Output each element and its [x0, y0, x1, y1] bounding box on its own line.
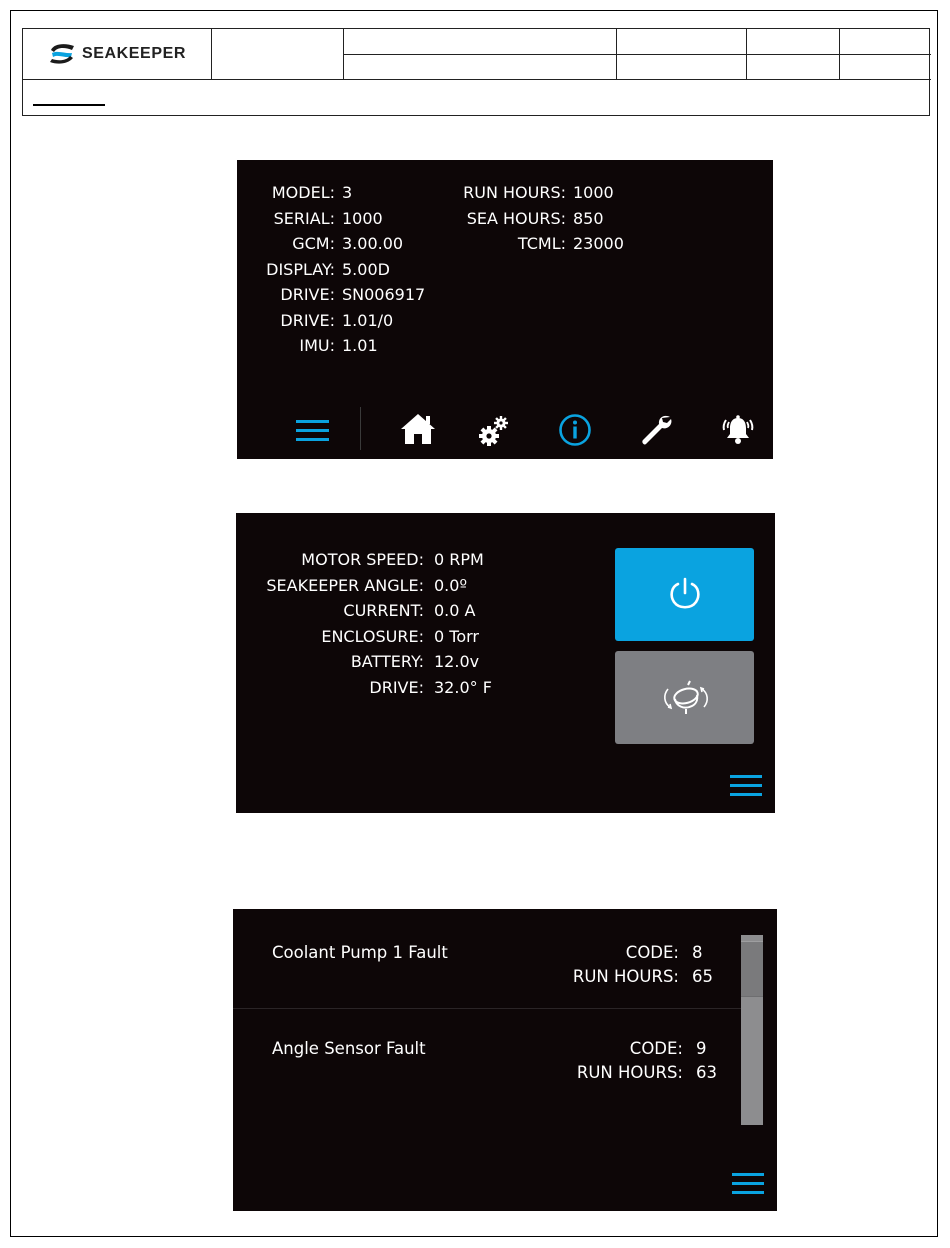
info-label: IMU: — [299, 336, 335, 355]
info-row — [257, 257, 425, 283]
info-label: DRIVE: — [280, 310, 335, 330]
info-row — [257, 308, 425, 334]
info-row — [454, 180, 624, 206]
title-underline — [33, 104, 105, 106]
info-row — [454, 206, 624, 232]
info-value: 23000 — [573, 234, 624, 253]
info-value: 3 — [342, 183, 353, 202]
info-icon[interactable] — [558, 413, 592, 447]
fault-name[interactable]: Angle Sensor Fault — [272, 1039, 426, 1058]
status-value: 0.0º — [434, 575, 467, 595]
header-cell — [617, 55, 747, 80]
fault-details — [567, 941, 713, 989]
status-label: BATTERY: — [350, 652, 424, 671]
home-screen — [236, 513, 775, 813]
menu-icon[interactable] — [732, 1172, 764, 1196]
status-value: 0 RPM — [434, 550, 484, 569]
status-column — [258, 547, 492, 700]
scrollbar-thumb[interactable] — [741, 941, 763, 997]
fault-hours-label: RUN HOURS: — [576, 1063, 683, 1082]
info-label: DRIVE: — [280, 285, 335, 304]
info-label: SERIAL: — [273, 208, 335, 228]
info-left-column — [257, 180, 425, 359]
header-cell — [344, 29, 617, 55]
alarm-screen — [233, 909, 777, 1211]
menu-icon[interactable] — [296, 418, 329, 444]
header-cell — [617, 29, 747, 55]
header-cell — [747, 29, 840, 55]
status-row — [258, 573, 492, 599]
info-value: 3.00.00 — [342, 234, 404, 253]
info-value: 1.01 — [342, 336, 378, 355]
settings-gears-icon[interactable] — [479, 415, 509, 447]
info-value: 1.01/0 — [342, 310, 394, 330]
info-value: 5.00D — [342, 259, 390, 279]
spin-up-button[interactable] — [615, 651, 754, 744]
header-cell — [840, 29, 931, 55]
power-button[interactable] — [615, 548, 754, 641]
fault-hours-label: RUN HOURS: — [572, 967, 679, 986]
fault-code-label: CODE: — [625, 943, 679, 962]
fault-hours-row — [567, 965, 713, 989]
alarm-bell-icon[interactable] — [721, 413, 755, 447]
info-row — [257, 282, 425, 308]
logo — [23, 29, 212, 80]
seakeeper-logo-icon — [48, 41, 76, 67]
fault-hours-row — [571, 1061, 717, 1085]
header-cell — [747, 55, 840, 80]
info-value: SN006917 — [342, 285, 426, 304]
fault-code-value: 8 — [692, 943, 703, 962]
status-label: DRIVE: — [369, 677, 424, 697]
status-value: 12.0v — [434, 652, 480, 671]
fault-name[interactable]: Coolant Pump 1 Fault — [272, 943, 448, 962]
info-row — [257, 180, 425, 206]
info-value: 850 — [573, 208, 604, 228]
info-screen — [237, 160, 773, 459]
info-right-column — [454, 180, 624, 257]
status-row — [258, 598, 492, 624]
home-icon[interactable] — [399, 412, 437, 446]
document-header — [22, 28, 930, 116]
fault-divider — [233, 1008, 741, 1009]
status-row — [258, 547, 492, 573]
fault-code-row — [567, 941, 713, 965]
status-row — [258, 675, 492, 701]
power-icon — [668, 576, 702, 612]
info-row — [257, 206, 425, 232]
nav-divider — [360, 407, 361, 450]
info-label: GCM: — [292, 234, 335, 253]
info-label: MODEL: — [271, 183, 335, 202]
status-label: ENCLOSURE: — [321, 626, 424, 646]
info-row — [257, 231, 425, 257]
fault-code-label: CODE: — [629, 1039, 683, 1058]
info-label: SEA HOURS: — [466, 208, 566, 228]
status-row — [258, 624, 492, 650]
status-value: 0 Torr — [434, 626, 479, 646]
status-value: 32.0° F — [434, 677, 492, 697]
fault-details — [571, 1037, 717, 1085]
menu-icon[interactable] — [730, 774, 762, 798]
status-label: CURRENT: — [343, 601, 424, 620]
header-cell — [212, 29, 344, 80]
header-cell — [840, 55, 931, 80]
logo-text: SEAKEEPER — [81, 45, 187, 62]
status-label: MOTOR SPEED: — [301, 550, 424, 569]
info-label: DISPLAY: — [266, 259, 335, 279]
status-row — [258, 649, 492, 675]
info-row — [454, 231, 624, 257]
status-label: SEAKEEPER ANGLE: — [266, 575, 424, 595]
info-label: RUN HOURS: — [463, 183, 566, 202]
fault-code-value: 9 — [696, 1039, 707, 1058]
header-cell — [344, 55, 617, 80]
wrench-icon[interactable] — [640, 414, 674, 447]
info-value: 1000 — [573, 183, 614, 202]
status-value: 0.0 A — [434, 601, 476, 620]
info-label: TCML: — [517, 234, 566, 253]
fault-hours-value: 63 — [696, 1063, 717, 1082]
fault-code-row — [571, 1037, 717, 1061]
gyro-spin-icon — [660, 679, 712, 717]
fault-hours-value: 65 — [692, 967, 713, 986]
info-value: 1000 — [342, 208, 383, 228]
info-row — [257, 333, 425, 359]
